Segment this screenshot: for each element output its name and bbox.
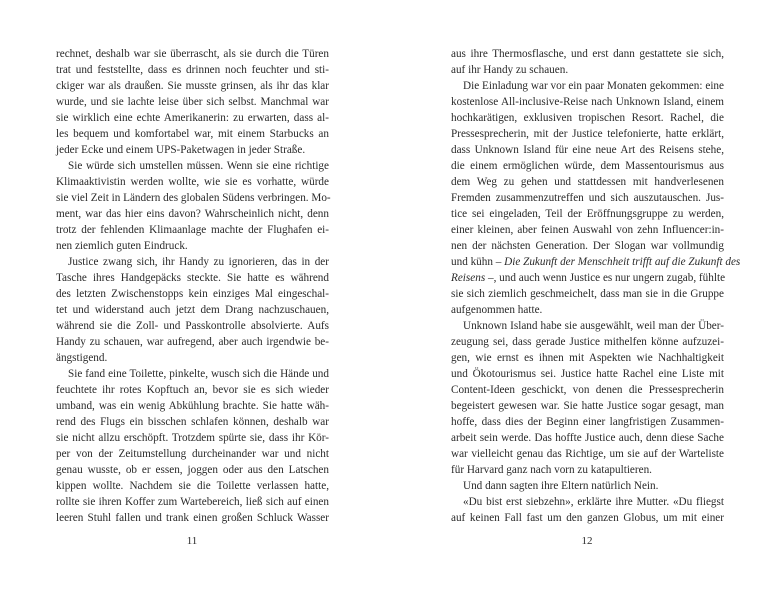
text-line xyxy=(56,478,329,494)
line-text: und Ökotourismus sei. Justice hatte Rachel eine Liste mit xyxy=(451,368,724,380)
text-line xyxy=(56,366,329,382)
text-line xyxy=(451,78,724,94)
text-line xyxy=(451,510,724,526)
text-line xyxy=(451,270,724,286)
text-line xyxy=(451,302,724,318)
text-line xyxy=(56,110,329,126)
line-text: trat und feststellte, dass es drinnen noch feuchter und sti- xyxy=(56,64,329,76)
text-line xyxy=(451,414,724,430)
line-text: «Du bist erst siebzehn», erklärte ihre Mutter. «Du fliegst xyxy=(463,496,724,508)
text-line xyxy=(451,398,724,414)
text-line xyxy=(451,94,724,110)
line-text: sie nicht allzu erschöpft. Trotzdem spürte sie, dass ihr Kör- xyxy=(56,432,329,444)
line-text: und kühn – xyxy=(451,256,505,268)
line-text: Content-Ideen geschickt, von denen die Pressesprecherin xyxy=(451,384,724,396)
line-text: Sie fand eine Toilette, pinkelte, wusch sich die Hände und xyxy=(68,368,329,380)
text-line xyxy=(451,238,724,254)
text-line xyxy=(451,318,724,334)
text-line xyxy=(56,510,329,526)
line-text: Klimaaktivistin werden wollte, wie sie es vorhatte, würde xyxy=(56,176,329,188)
line-text: hoffe, dass dies der Beginn einer langfristigen Zusammen- xyxy=(451,416,724,428)
line-text: während sie die Zoll- und Passkontrolle absolvierte. Aufs xyxy=(56,320,329,332)
text-line xyxy=(451,494,724,510)
text-line xyxy=(451,254,741,270)
line-text: ängstigend. xyxy=(56,352,108,364)
right-page-body xyxy=(451,46,741,526)
line-text: tice sei eingeladen, Teil der Eröffnungsgruppe zu werden, xyxy=(451,208,724,220)
text-line xyxy=(56,222,329,238)
text-line xyxy=(56,462,329,478)
line-text: auf ihr Handy zu schauen. xyxy=(451,64,569,76)
text-line xyxy=(451,446,724,462)
text-line xyxy=(56,286,329,302)
line-text: dass Unknown Island für eine neue Art des Reisens stehe, xyxy=(451,144,724,156)
line-text: Die Einladung war vor ein paar Monaten gekommen: eine xyxy=(463,80,724,92)
text-line xyxy=(56,350,329,366)
text-line xyxy=(56,494,329,510)
text-line xyxy=(451,478,724,494)
text-line xyxy=(451,46,724,62)
text-line xyxy=(56,254,329,270)
line-text: kippen wollte. Nachdem sie die Toilette verlassen hatte, xyxy=(56,480,329,492)
text-line xyxy=(451,286,724,302)
line-text: Unknown Island habe sie ausgewählt, weil man der Über- xyxy=(463,320,724,332)
text-line xyxy=(451,222,724,238)
text-line xyxy=(56,190,329,206)
line-text: nen der nächsten Generation. Der Slogan war vollmundig xyxy=(451,240,724,252)
line-text: tet und widerstand auch jetzt dem Drang nachzuschauen, xyxy=(56,304,329,316)
line-text: Handy zu schauen, war aufregend, aber auch irgendwie be- xyxy=(56,336,329,348)
line-text: begeistert gewesen war. Sie hatte Justice sogar gesagt, man xyxy=(451,400,724,412)
line-text: ckiger war als draußen. Sie musste grinsen, als ihr das klar xyxy=(56,80,329,92)
line-text: les bequem und komfortabel war, mit einem Starbucks an xyxy=(56,128,329,140)
line-text: hochkarätigen, exklusiven tropischen Resort. Rachel, die xyxy=(451,112,724,124)
line-text: per von der Zeitumstellung durcheinander war und nicht xyxy=(56,448,329,460)
text-line xyxy=(56,334,329,350)
line-text: Sie würde sich umstellen müssen. Wenn sie eine richtige xyxy=(68,160,329,172)
line-text: rend des Flugs ein bisschen schlafen können, deshalb war xyxy=(56,416,329,428)
text-line xyxy=(56,174,329,190)
line-text: einer kleinen, aber feinen Auswahl von zehn Influencer:in- xyxy=(451,224,724,236)
text-line xyxy=(56,382,329,398)
text-line xyxy=(451,174,724,190)
text-line xyxy=(56,62,329,78)
line-text: kostenlose All-inclusive-Reise nach Unknown Island, einem xyxy=(451,96,724,108)
text-line xyxy=(451,366,724,382)
text-line xyxy=(56,414,329,430)
line-text: aufgenommen hatte. xyxy=(451,304,543,316)
text-line xyxy=(451,430,724,446)
text-line xyxy=(451,62,724,78)
line-text: Pressesprecherin, mit der Justice telefonierte, hatte erklärt, xyxy=(451,128,724,140)
line-text: war vielleicht genau das Richtige, um sie auf der Warteliste xyxy=(451,448,724,460)
line-text: trotz der fehlenden Klimaanlage machte der Flughafen ei- xyxy=(56,224,329,236)
text-line xyxy=(451,382,724,398)
text-line xyxy=(451,126,724,142)
text-line xyxy=(56,270,329,286)
line-text: wurde, und sie lachte leise über sich selbst. Manchmal war xyxy=(56,96,329,108)
italic-text: Reisens xyxy=(451,272,486,284)
line-text: arbeit sein werde. Das hoffte Justice auch, denn diese Sache xyxy=(451,432,724,444)
text-line xyxy=(451,462,724,478)
page-number-right: 12 xyxy=(581,535,593,547)
line-text: ment, war das hier eins davon? Wahrscheinlich nicht, denn xyxy=(56,208,329,220)
text-line xyxy=(451,350,724,366)
line-text: zeugung sei, dass gerade Justice mithelfen könne aufzuzei- xyxy=(451,336,724,348)
line-text: für Harvard ganz nach vorn zu katapultieren. xyxy=(451,464,652,476)
text-line xyxy=(56,94,329,110)
text-line xyxy=(56,398,329,414)
text-line xyxy=(56,126,329,142)
text-line xyxy=(56,78,329,94)
line-text: jeder Ecke und einem UPS-Paketwagen in jeder Straße. xyxy=(56,144,306,156)
line-text: sie viel Zeit in Ländern des globalen Südens verbringen. Mo- xyxy=(56,192,331,204)
text-line xyxy=(56,158,329,174)
line-text: genau wusste, ob er essen, joggen oder aus den Latschen xyxy=(56,464,329,476)
text-line xyxy=(451,190,724,206)
line-text: die einem ermöglichen würde, dem Massentourismus aus xyxy=(451,160,724,172)
line-text: sie sich ziemlich geschmeichelt, dass man sie in die Gruppe xyxy=(451,288,724,300)
text-line xyxy=(451,334,724,350)
text-line xyxy=(56,430,329,446)
line-text: des letzten Zwischenstopps kein einziges Mal eingeschal- xyxy=(56,288,329,300)
line-text: gen, wie ernst es ihnen mit Aspekten wie Nachhaltigkeit xyxy=(451,352,724,364)
line-text: dem Weg zu gehen und stattdessen mit handverlesenen xyxy=(451,176,724,188)
line-text: sie wirklich eine echte Amerikanerin: zu erwarten, dass al- xyxy=(56,112,329,124)
text-line xyxy=(56,238,329,254)
line-text: Tasche ihres Handgepäcks steckte. Sie hatte es während xyxy=(56,272,329,284)
text-line xyxy=(56,446,329,462)
page-number-left: 11 xyxy=(186,535,198,547)
line-text: leeren Stuhl fallen und trank einen großen Schluck Wasser xyxy=(56,512,329,524)
text-line xyxy=(451,158,724,174)
line-text: umband, was ein wenig Abkühlung brachte. Sie hatte wäh- xyxy=(56,400,329,412)
line-text: –, und auch wenn Justice es nur ungern zugab, fühlte xyxy=(485,272,726,284)
line-text: rollte sie ihren Koffer zum Wartebereich, ließ sich auf einen xyxy=(56,496,329,508)
text-line xyxy=(56,142,329,158)
text-line xyxy=(56,302,329,318)
line-text: rechnet, deshalb war sie überrascht, als sie durch die Türen xyxy=(56,48,329,60)
line-text: Fremden zusammenzutreffen und sich auszutauschen. Jus- xyxy=(451,192,724,204)
text-line xyxy=(56,46,329,62)
line-text: Und dann sagten ihre Eltern natürlich Nein. xyxy=(463,480,659,492)
left-page-body xyxy=(56,46,329,526)
line-text: feuchtete ihr rotes Kopftuch an, bevor sie es sich wieder xyxy=(56,384,329,396)
line-text: auf keinen Fall fast um den ganzen Globus, um mit einer xyxy=(451,512,724,524)
text-line xyxy=(56,206,329,222)
line-text: aus ihre Thermosflasche, und erst dann gestattete sie sich, xyxy=(451,48,724,60)
line-text: nen ziemlich guten Eindruck. xyxy=(56,240,188,252)
line-text: Justice zwang sich, ihr Handy zu ignorieren, das in der xyxy=(68,256,329,268)
text-line xyxy=(451,206,724,222)
italic-text: Die Zukunft der Menschheit trifft auf die Zukunft des xyxy=(504,256,741,268)
text-line xyxy=(56,318,329,334)
text-line xyxy=(451,110,724,126)
text-line xyxy=(451,142,724,158)
